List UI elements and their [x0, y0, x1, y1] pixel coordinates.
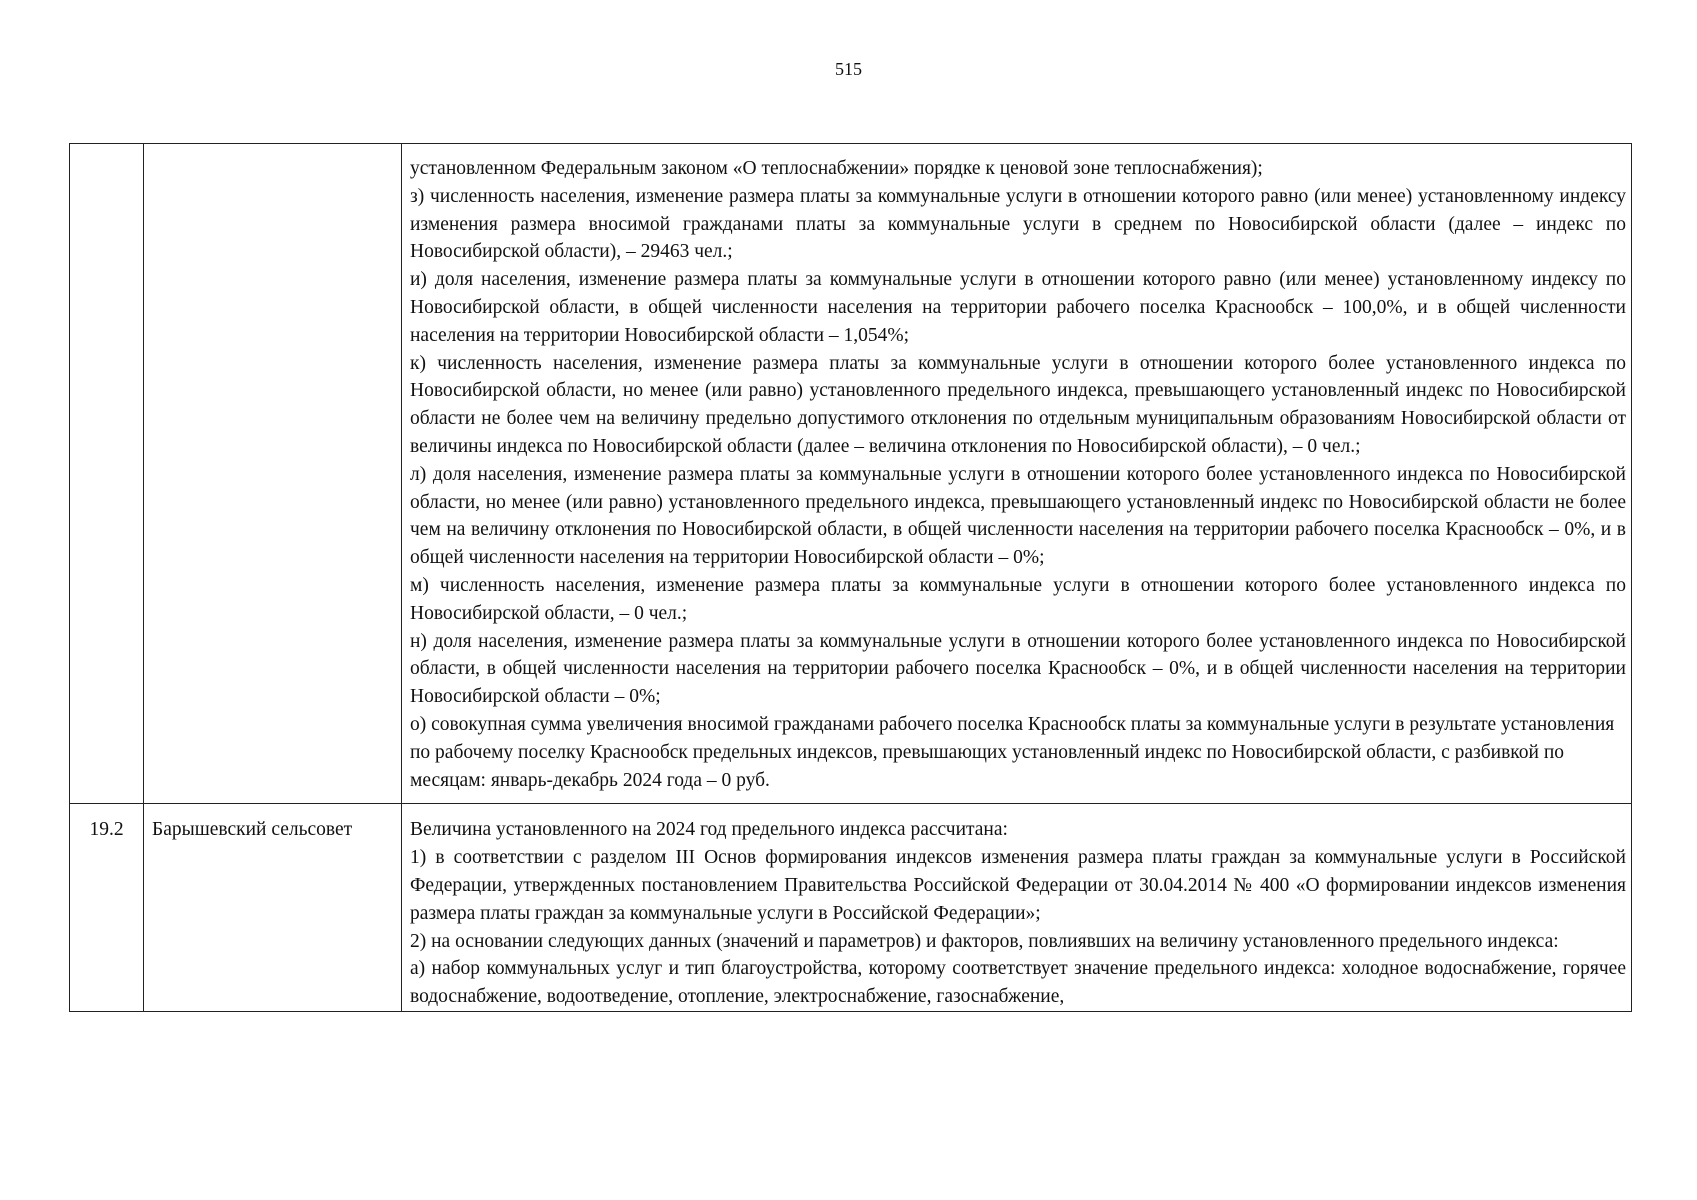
paragraph: установленном Федеральным законом «О теплоснабжении» порядке к ценовой зоне теплоснабжения);	[410, 158, 1263, 179]
paragraph: м) численность населения, изменение размера платы за коммунальные услуги в отношении которого более установленного индекса по Новосибирской области, – 0 чел.;	[410, 574, 1626, 624]
paragraph: з) численность населения, изменение размера платы за коммунальные услуги в отношении которого равно (или менее) установленному индексу изменения размера вносимой гражданами платы за коммунальные услуги в среднем по Новосибирской области (далее – индекс по Новосибирской области), – 29463 чел.;	[410, 185, 1626, 263]
row-number-cell: 19.2	[70, 804, 144, 1012]
page-number: 515	[835, 59, 862, 79]
description-cell	[402, 804, 1632, 1012]
paragraph: о) совокупная сумма увеличения вносимой гражданами рабочего поселка Краснообск платы за коммунальные услуги в результате установления по рабочему поселку Краснообск предельных индексов, превышающих установленный индекс по Новосибирской области, с разбивкой по месяцам: январь-декабрь 2024 года – 0 руб.	[410, 713, 1615, 791]
paragraph: 1) в соответствии с разделом III Основ формирования индексов изменения размера платы граждан за коммунальные услуги в Российской Федерации, утвержденных постановлением Правительства Российской Федерации от 30.04.2014 № 400 «О формировании индексов изменения размера платы граждан за коммунальные услуги в Российской Федерации»;	[410, 847, 1626, 924]
indices-table	[69, 143, 1632, 1012]
description-cell	[402, 144, 1632, 804]
municipality-cell: Барышевский сельсовет	[144, 804, 402, 1012]
paragraph: 2) на основании следующих данных (значений и параметров) и факторов, повлиявших на величину установленного предельного индекса:	[410, 930, 1559, 952]
paragraph: Величина установленного на 2024 год предельного индекса рассчитана:	[410, 819, 1008, 841]
table-row	[70, 144, 1632, 804]
paragraph: к) численность населения, изменение размера платы за коммунальные услуги в отношении которого более установленного индекса по Новосибирской области, но менее (или равно) установленного предельного индекса, превышающего установленный индекс по Новосибирской области не более чем на величину предельно допустимого отклонения по отдельным муниципальным образованиям Новосибирской области от величины индекса по Новосибирской области (далее – величина отклонения по Новосибирской области), – 0 чел.;	[410, 352, 1626, 457]
table-row	[70, 804, 1632, 1012]
municipality-cell	[144, 144, 402, 804]
row-number-cell	[70, 144, 144, 804]
paragraph: а) набор коммунальных услуг и тип благоустройства, которому соответствует значение предельного индекса: холодное водоснабжение, горячее водоснабжение, водоотведение, отопление, электроснабжение, газоснабжение,	[410, 958, 1626, 1008]
paragraph: л) доля населения, изменение размера платы за коммунальные услуги в отношении которого более установленного индекса по Новосибирской области, но менее (или равно) установленного предельного индекса, превышающего установленный индекс по Новосибирской области не более чем на величину отклонения по Новосибирской области, в общей численности населения на территории рабочего поселка Краснообск – 0%, и в общей численности населения на территории Новосибирской области – 0%;	[410, 463, 1626, 569]
paragraph: и) доля населения, изменение размера платы за коммунальные услуги в отношении которого равно (или менее) установленному индексу по Новосибирской области, в общей численности населения на территории рабочего поселка Краснообск – 100,0%, и в общей численности населения на территории Новосибирской области – 1,054%;	[410, 269, 1626, 346]
paragraph: н) доля населения, изменение размера платы за коммунальные услуги в отношении которого более установленного индекса по Новосибирской области, в общей численности населения на территории рабочего поселка Краснообск – 0%, и в общей численности населения на территории Новосибирской области – 0%;	[410, 630, 1626, 708]
